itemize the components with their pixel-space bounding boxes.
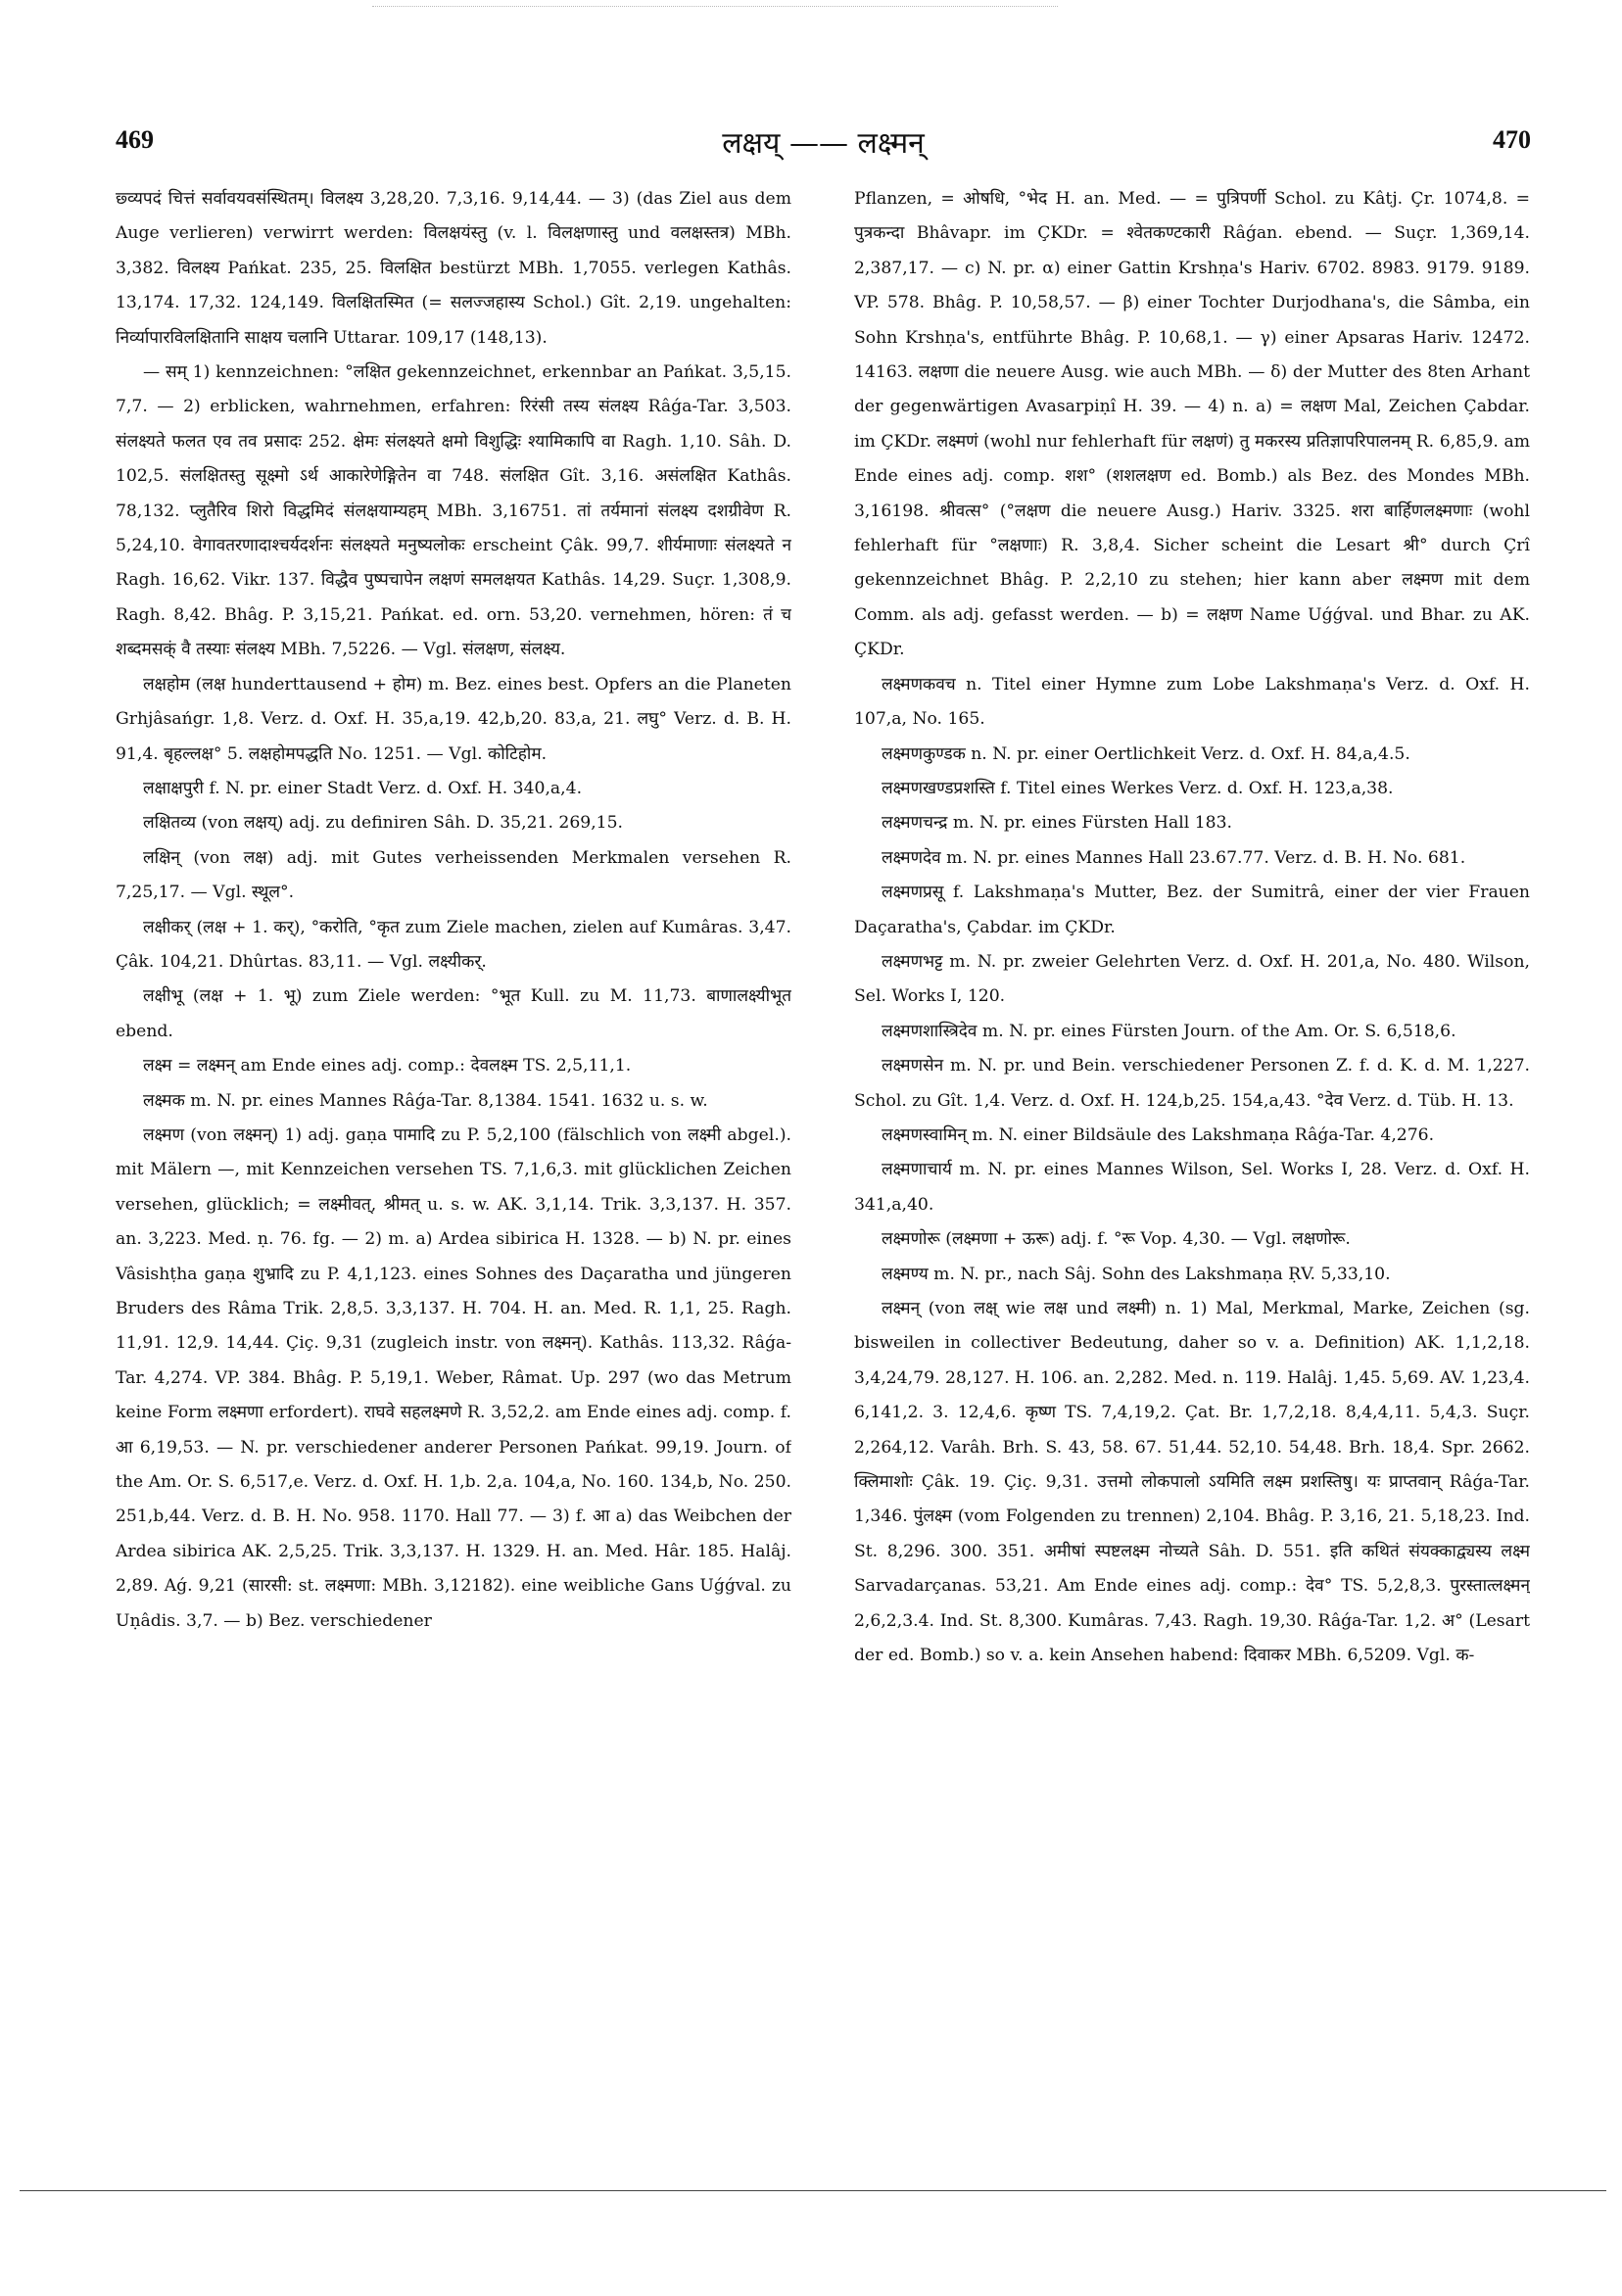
right-page-number: 470 bbox=[1493, 125, 1531, 154]
subentry-sam: — सम् 1) kennzeichnen: °लक्षित gekennzeichnet, erkennbar an Pańkat. 3,5,15. 7,7. — 2) erblicken, wahrnehmen, erfahren: रिरंसी तस्य संलक्ष्य Râǵa-Tar. 3,503. संलक्ष्यते फलत एव तव प्रसादः 252. क्षेमः संलक्ष्यते क्षमो विशुद्धिः श्यामिकापि वा Ragh. 1,10. Sâh. D. 102,5. संलक्षितस्तु सूक्ष्मो ऽर्थ आकारेणेङ्गितेन वा 748. संलक्षित Gît. 3,16. असंलक्षित Kathâs. 78,132. प्लुतैरिव शिरो विद्धमिदं संलक्षयाम्यहम् MBh. 3,16751. तां तर्यमानां संलक्ष्य दशग्रीवेण R. 5,24,10. वेगावतरणादाश्चर्यदर्शनः संलक्ष्यते मनुष्यलोकः erscheint Çâk. 99,7. शीर्यमाणाः संलक्ष्यते न Ragh. 16,62. Vikr. 137. विद्धैव पुष्पचापेन लक्षणं समलक्षयत Kathâs. 14,29. Suçr. 1,308,9. Ragh. 8,42. Bhâg. P. 3,15,21. Pańkat. ed. orn. 53,20. vernehmen, hören: तं च शब्दमसक्ं वै तस्याः संलक्ष्य MBh. 7,5226. — Vgl. संलक्षण, संलक्ष्य. bbox=[116, 362, 791, 660]
entry-lakshikar: लक्षीकर् (लक्ष + 1. कर्), °करोति, °कृत zum Ziele machen, zielen auf Kumâras. 3,47. Çâk. 104,21. Dhûrtas. 83,11. — Vgl. लक्ष्यीकर्. bbox=[116, 917, 791, 972]
entry-lakshakshapuri: लक्षाक्षपुरी f. N. pr. einer Stadt Verz. d. Oxf. H. 340,a,4. bbox=[143, 778, 583, 798]
paragraph-continuation: Pflanzen, = ओषधि, °भेद H. an. Med. — = पुत्रिपर्णी Schol. zu Kâtj. Çr. 1074,8. = पुत्रकन्दा Bhâvapr. im ÇKDr. = श्वेतकण्टकारी Râǵan. ebend. — Suçr. 1,369,14. 2,387,17. — c) N. pr. α) einer Gattin Krshṇa's Hariv. 6702. 8983. 9179. 9189. VP. 578. Bhâg. P. 10,58,57. — β) einer Tochter Durjodhana's, die Sâmba, ein Sohn Krshṇa's, entführte Bhâg. P. 10,68,1. — γ) einer Apsaras Hariv. 12472. 14163. लक्षणा die neuere Ausg. wie auch MBh. — δ) der Mutter des 8ten Arhant der gegenwärtigen Avasarpiṇî H. 39. — 4) n. a) = लक्षण Mal, Zeichen Çabdar. im ÇKDr. लक्ष्मणं (wohl nur fehlerhaft für लक्षणं) तु मकरस्य प्रतिज्ञापरिपालनम् R. 6,85,9. am Ende eines adj. comp. शश° (शशलक्षण ed. Bomb.) als Bez. des Mondes MBh. 3,16198. श्रीवत्स° (°लक्षण die neuere Ausg.) Hariv. 3325. शरा बार्हिणलक्ष्मणाः (wohl fehlerhaft für °लक्षणाः) R. 3,8,4. Sicher scheint die Lesart श्री° durch Çrî gekennzeichnet Bhâg. P. 2,2,10 zu stehen; hier kann aber लक्ष्मण mit dem Comm. als adj. gefasst werden. — b) = लक्षण Name Uǵǵval. und Bhar. zu AK. ÇKDr. bbox=[854, 189, 1530, 660]
right-column bbox=[854, 182, 1530, 2141]
entry-lakshmanadeva: लक्ष्मणदेव m. N. pr. eines Mannes Hall 23.67.77. Verz. d. B. H. No. 681. bbox=[882, 847, 1466, 868]
entry-lakshmanasvamin: लक्ष्मणस्वामिन् m. N. einer Bildsäule des Lakshmaṇa Râǵa-Tar. 4,276. bbox=[882, 1124, 1435, 1145]
entry-lakshmanacandra: लक्ष्मणचन्द्र m. N. pr. eines Fürsten Hall 183. bbox=[882, 813, 1232, 834]
entry-lakshmanakundaka: लक्ष्मणकुण्डक n. N. pr. einer Oertlichkeit Verz. d. Oxf. H. 84,a,4.5. bbox=[882, 743, 1410, 764]
entry-lakshma: लक्ष्म = लक्ष्मन् am Ende eines adj. comp.: देवलक्ष्म TS. 2,5,11,1. bbox=[143, 1056, 632, 1076]
entry-lakshibhu: लक्षीभू (लक्ष + 1. भू) zum Ziele werden: °भूत Kull. zu M. 11,73. बाणालक्ष्यीभूत ebend. bbox=[116, 986, 791, 1041]
entry-lakshmanakavaca: लक्ष्मणकवच n. Titel einer Hymne zum Lobe Lakshmaṇa's Verz. d. Oxf. H. 107,a, No. 165. bbox=[854, 674, 1530, 730]
entry-lakshmana: लक्ष्मण (von लक्ष्मन्) 1) adj. gaṇa पामादि zu P. 5,2,100 (fälschlich von लक्ष्मी abgel.). mit Mälern —, mit Kennzeichen versehen TS. 7,1,6,3. mit glücklichen Zeichen versehen, glücklich; = लक्ष्मीवत्, श्रीमत् u. s. w. AK. 3,1,14. Trik. 3,3,137. H. 357. an. 3,223. Med. ṇ. 76. fg. — 2) m. a) Ardea sibirica H. 1328. — b) N. pr. eines Vâsishṭha gaṇa शुभ्रादि zu P. 4,1,123. eines Sohnes des Daçaratha und jüngeren Bruders des Râma Trik. 2,8,5. 3,3,137. H. 704. H. an. Med. R. 1,1, 25. Ragh. 11,91. 12,9. 14,44. Çiç. 9,31 (zugleich instr. von लक्ष्मन्). Kathâs. 113,32. Râǵa-Tar. 4,274. VP. 384. Bhâg. P. 5,19,1. Weber, Râmat. Up. 297 (wo das Metrum keine Form लक्ष्मणा erfordert). राघवे सहलक्ष्मणे R. 3,52,2. am Ende eines adj. comp. f. आ 6,19,53. — N. pr. verschiedener anderer Personen Pańkat. 99,19. Journ. of the Am. Or. S. 6,517,e. Verz. d. Oxf. H. 1,b. 2,a. 104,a, No. 160. 134,b, No. 250. 251,b,44. Verz. d. B. H. No. 958. 1170. Hall 77. — 3) f. आ a) das Weibchen der Ardea sibirica AK. 2,5,25. Trik. 3,3,137. H. 1329. H. an. Med. Hâr. 185. Halâj. 2,89. Aǵ. 9,21 (सारसी: st. लक्ष्मणा: MBh. 3,12182). eine weibliche Gans Uǵǵval. zu Uṇâdis. 3,7. — b) Bez. verschiedener bbox=[116, 1124, 791, 1631]
left-page-number: 469 bbox=[116, 125, 154, 154]
entry-lakshmanasena: लक्ष्मणसेन m. N. pr. und Bein. verschiedener Personen Z. f. d. K. d. M. 1,227. Schol. zu Gît. 1,4. Verz. d. Oxf. H. 124,b,25. 154,a,43. °देव Verz. d. Tüb. H. 13. bbox=[854, 1056, 1530, 1111]
left-column bbox=[116, 182, 791, 2141]
running-head-title: लक्षय् —— लक्ष्मन् bbox=[722, 126, 925, 161]
entry-lakshmanashastrideva: लक्ष्मणशास्त्रिदेव m. N. pr. eines Fürsten Journ. of the Am. Or. S. 6,518,6. bbox=[882, 1021, 1456, 1041]
entry-lakshmanakhandaprashasti: लक्ष्मणखण्डप्रशस्ति f. Titel eines Werkes Verz. d. Oxf. H. 123,a,38. bbox=[882, 778, 1394, 798]
entry-lakshmanya: लक्ष्मण्य m. N. pr., nach Sâj. Sohn des Lakshmaṇa ṚV. 5,33,10. bbox=[882, 1264, 1391, 1284]
entry-lakshin: लक्षिन् (von लक्ष) adj. mit Gutes verheissenden Merkmalen versehen R. 7,25,17. — Vgl. स्थूल°. bbox=[116, 847, 791, 903]
entry-lakshmanacarya: लक्ष्मणाचार्य m. N. pr. eines Mannes Wilson, Sel. Works I, 28. Verz. d. Oxf. H. 341,a,40. bbox=[854, 1160, 1530, 1215]
entry-lakshmanoru: लक्ष्मणोरू (लक्ष्मणा + ऊरू) adj. f. °रू Vop. 4,30. — Vgl. लक्षणोरू. bbox=[882, 1229, 1351, 1250]
paragraph-continuation: छ्व्यपदं चित्तं सर्वावयवसंस्थितम्। विलक्ष्य 3,28,20. 7,3,16. 9,14,44. — 3) (das Ziel aus dem Auge verlieren) verwirrt werden: विलक्षयंस्तु (v. l. विलक्षणास्तु und वलक्षस्तत्र) MBh. 3,382. विलक्ष्य Pańkat. 235, 25. विलक्षित bestürzt MBh. 1,7055. verlegen Kathâs. 13,174. 17,32. 124,149. विलक्षितस्मित (= सलज्जहास्य Schol.) Gît. 2,19. ungehalten: निर्व्यापारविलक्षितानि साक्षय चलानि Uttarar. 109,17 (148,13). bbox=[116, 189, 791, 348]
entry-lakshmanabhatta: लक्ष्मणभट्ट m. N. pr. zweier Gelehrten Verz. d. Oxf. H. 201,a, No. 480. Wilson, Sel. Works I, 120. bbox=[854, 951, 1530, 1007]
entry-lakshitavya: लक्षितव्य (von लक्षय्) adj. zu definiren Sâh. D. 35,21. 269,15. bbox=[143, 813, 624, 834]
top-scan-edge bbox=[372, 6, 1058, 7]
entry-lakshmaka: लक्ष्मक m. N. pr. eines Mannes Râǵa-Tar. 8,1384. 1541. 1632 u. s. w. bbox=[143, 1090, 708, 1111]
entry-lakshahoma: लक्षहोम (लक्ष hunderttausend + होम) m. Bez. eines best. Opfers an die Planeten Grhjâsańgr. 1,8. Verz. d. Oxf. H. 35,a,19. 42,b,20. 83,a, 21. लघु° Verz. d. B. H. 91,4. बृहल्लक्ष° 5. लक्षहोमपद्धति No. 1251. — Vgl. कोटिहोम. bbox=[116, 674, 791, 764]
entry-lakshmanaprasu: लक्ष्मणप्रसू f. Lakshmaṇa's Mutter, Bez. der Sumitrâ, einer der vier Frauen Daçaratha's, Çabdar. im ÇKDr. bbox=[854, 883, 1530, 937]
bottom-rule bbox=[20, 2190, 1606, 2191]
entry-lakshman: लक्ष्मन् (von लक्ष् wie लक्ष und लक्ष्मी) n. 1) Mal, Merkmal, Marke, Zeichen (sg. bisweilen in collectiver Bedeutung, daher so v. a. Definition) AK. 1,1,2,18. 3,4,24,79. 28,127. H. 106. an. 2,282. Med. n. 119. Halâj. 1,45. 5,69. AV. 1,23,4. 6,141,2. 3. 12,4,6. कृष्ण TS. 7,4,19,2. Çat. Br. 1,7,2,18. 8,4,4,11. 5,4,3. Suçr. 2,264,12. Varâh. Brh. S. 43, 58. 67. 51,44. 52,10. 54,48. Brh. 18,4. Spr. 2662. क्लिमाशोः Çâk. 19. Çiç. 9,31. उत्तमो लोकपालो ऽयमिति लक्ष्म प्रशस्तिषु। यः प्राप्तवान् Râǵa-Tar. 1,346. पुंलक्ष्म (vom Folgenden zu trennen) 2,104. Bhâg. P. 3,16, 21. 5,18,23. Ind. St. 8,296. 300. 351. अमीषां स्पष्टलक्ष्म नोच्यते Sâh. D. 551. इति कथितं संयक्काद्व्यस्य लक्ष्म Sarvadarçanas. 53,21. Am Ende eines adj. comp.: देव° TS. 5,2,8,3. पुरस्तात्लक्ष्मन् 2,6,2,3.4. Ind. St. 8,300. Kumâras. 7,43. Ragh. 19,30. Râǵa-Tar. 1,2. अ° (Lesart der ed. Bomb.) so v. a. kein Ansehen habend: दिवाकर MBh. 6,5209. Vgl. क- bbox=[854, 1299, 1530, 1666]
running-header bbox=[116, 125, 1531, 165]
